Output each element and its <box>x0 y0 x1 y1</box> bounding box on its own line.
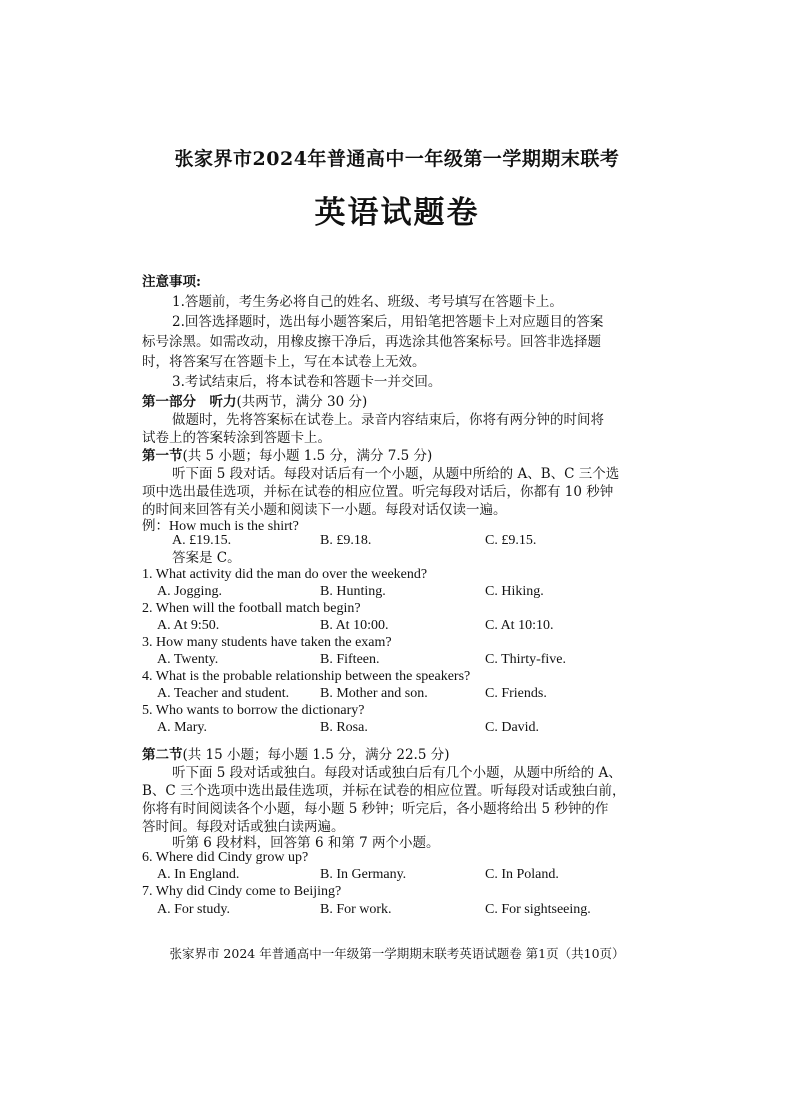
question-3: 3. How many students have taken the exam? <box>142 635 392 650</box>
notes-heading: 注意事项: <box>142 274 201 290</box>
q7-option-a: A. For study. <box>157 902 230 917</box>
q4-option-c: C. Friends. <box>485 686 547 701</box>
question-4: 4. What is the probable relationship between the speakers? <box>142 669 471 684</box>
page-footer: 张家界市 2024 年普通高中一年级第一学期期末联考英语试题卷 第1页（共10页） <box>169 946 625 961</box>
q3-option-a: A. Twenty. <box>157 652 219 667</box>
section2-desc-line-2: B、C 三个选项中选出最佳选项，并标在试卷的相应位置。听每段对话或独白前， <box>142 783 626 799</box>
example-question-text: How much is the shirt? <box>169 519 299 534</box>
q3-option-b: B. Fifteen. <box>320 652 380 667</box>
section2-desc-line-4: 答时间。每段对话或独白读两遍。 <box>142 819 345 835</box>
note-3: 3.考试结束后，将本试卷和答题卡一并交回。 <box>172 374 442 390</box>
note-2-line-3: 时，将答案写在答题卡上，写在本试卷上无效。 <box>142 354 426 370</box>
exam-title: 张家界市2024年普通高中一年级第一学期期末联考 <box>174 148 620 170</box>
q5-option-a: A. Mary. <box>157 720 208 735</box>
q7-option-b: B. For work. <box>320 902 392 917</box>
q7-option-c: C. For sightseeing. <box>485 902 591 917</box>
section2-desc-line-1: 听下面 5 段对话或独白。每段对话或独白后有几个小题，从题中所给的 A、 <box>172 765 622 781</box>
note-2-line-1: 2.回答选择题时，选出每小题答案后，用铅笔把答题卡上对应题目的答案 <box>172 314 604 330</box>
exam-subtitle: 英语试题卷 <box>314 195 480 231</box>
example-label: 例： <box>142 518 169 534</box>
question-2: 2. When will the football match begin? <box>142 601 361 616</box>
part1-heading: 第一部分 听力 <box>142 394 237 410</box>
section1-desc-line-2: 项中选出最佳选项，并标在试卷的相应位置。听完每段对话后，你都有 10 秒钟 <box>142 484 614 500</box>
question-5: 5. Who wants to borrow the dictionary? <box>142 703 365 718</box>
section1-desc-line-1: 听下面 5 段对话。每段对话后有一个小题，从题中所给的 A、B、C 三个选 <box>172 466 620 482</box>
question-7: 7. Why did Cindy come to Beijing? <box>142 884 342 899</box>
q1-option-b: B. Hunting. <box>320 584 386 599</box>
example-option-c: C. £9.15. <box>485 533 537 548</box>
part1-meta: (共两节，满分 30 分) <box>236 394 368 410</box>
q6-option-b: B. In Germany. <box>320 867 407 882</box>
section2-desc-line-3: 你将有时间阅读各个小题，每小题 5 秒钟；听完后，各小题将给出 5 秒钟的作 <box>142 801 609 817</box>
question-6: 6. Where did Cindy grow up? <box>142 850 309 865</box>
example-option-b: B. £9.18. <box>320 533 372 548</box>
section2-meta: (共 15 小题；每小题 1.5 分，满分 22.5 分) <box>182 747 450 763</box>
section1-heading: 第一节 <box>142 448 183 464</box>
q2-option-c: C. At 10:10. <box>485 618 554 633</box>
example-answer: 答案是 C。 <box>172 550 241 566</box>
question-1: 1. What activity did the man do over the weekend? <box>142 567 428 582</box>
part1-header <box>142 393 367 411</box>
example-option-a: A. £19.15. <box>172 533 232 548</box>
part1-desc-line-2: 试卷上的答案转涂到答题卡上。 <box>142 430 331 446</box>
section2-heading: 第二节 <box>142 747 183 763</box>
q2-option-b: B. At 10:00. <box>320 618 389 633</box>
section1-header <box>142 447 432 465</box>
q3-option-c: C. Thirty-five. <box>485 652 567 667</box>
q4-option-a: A. Teacher and student. <box>157 686 290 701</box>
q6-option-c: C. In Poland. <box>485 867 559 882</box>
section1-meta: (共 5 小题；每小题 1.5 分，满分 7.5 分) <box>182 448 433 464</box>
section2-material-note: 听第 6 段材料，回答第 6 和第 7 两个小题。 <box>172 835 440 851</box>
q4-option-b: B. Mother and son. <box>320 686 428 701</box>
q5-option-b: B. Rosa. <box>320 720 368 735</box>
q6-option-a: A. In England. <box>157 867 240 882</box>
q2-option-a: A. At 9:50. <box>157 618 220 633</box>
section2-header <box>142 746 450 764</box>
q1-option-a: A. Jogging. <box>157 584 222 599</box>
note-2-line-2: 标号涂黑。如需改动，用橡皮擦干净后，再选涂其他答案标号。回答非选择题 <box>142 334 601 350</box>
q5-option-c: C. David. <box>485 720 540 735</box>
note-1: 1.答题前，考生务必将自己的姓名、班级、考号填写在答题卡上。 <box>172 294 563 310</box>
section1-desc-line-3: 的时间来回答有关小题和阅读下一小题。每段对话仅读一遍。 <box>142 502 507 518</box>
q1-option-c: C. Hiking. <box>485 584 544 599</box>
part1-desc-line-1: 做题时，先将答案标在试卷上。录音内容结束后，你将有两分钟的时间将 <box>172 412 604 428</box>
